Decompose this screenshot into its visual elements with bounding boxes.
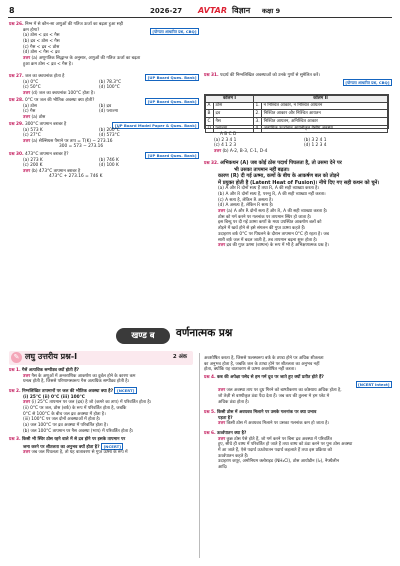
question-text: कब की अपेक्षा पसेद से हम गर्म दूध पर जाते हुए क्यों प्रतीत होते हैं? [216, 375, 324, 380]
section-label: खण्ड ब [116, 328, 170, 344]
option: (a) 273 K [23, 157, 43, 163]
marks-label: 2 अंक [172, 354, 187, 360]
answer-text-2: 300 = 573 − 273.16 [59, 144, 104, 150]
reason-line: कारण (R) दी गई ऊष्मा, कणों के बीच के आकर्षण बल को तोड़ने [218, 173, 340, 180]
question-text: किसी ठोस में अवयवव मिलाने पर उसके गलनांक पर क्या प्रभाव [216, 410, 317, 415]
answer-line: ऊर्ध्वपातन कहते हैं। [218, 453, 249, 459]
question-text: 300°C तापमान बराबर है [24, 122, 67, 127]
question-text-2: (i) 25°C (ii) 0°C (iii) 100°C [23, 394, 85, 400]
answer-label: उत्तर [214, 148, 222, 154]
option: (c) 27°C [23, 133, 41, 139]
reason-line-2: में प्रयुक्त होती है (Latent Heat of Fusion)। नीचे दिए गए सही कथन को चुनें। [218, 179, 380, 186]
option: (b) 78.3°C [99, 79, 122, 85]
cell: D [206, 125, 214, 133]
option: (b) 746 K [99, 157, 119, 163]
question-31 [204, 73, 392, 86]
cell: न निश्चित आकार, न निश्चित आयतन [262, 102, 388, 110]
short-question-5 [204, 410, 392, 427]
answer-line: अवशोषित करता है, जिससे फलस्वरूप बर्फ के ठण्डा होने पर अधिक शीतलता [204, 356, 324, 361]
answer-line: (b) जल 100°C तापमान पर गैस अवस्था (भाप) में परिवर्तित होता है। [23, 428, 134, 434]
answer-text-2: हुआ क्रम ठोस < द्रव < गैस है। [23, 61, 73, 67]
question-30 [9, 152, 199, 180]
answer-line: (i) 25°C तापमान पर जल (द्रव) है जो (कमरे का ताप) में परिवर्तित होता है। [31, 400, 152, 406]
cell: C [206, 118, 214, 126]
option: (c) 4 1 2 3 [214, 143, 237, 149]
question-number: प्रश्न 26. [9, 22, 24, 27]
answer-text: (a) सेल्सियस पैमाने पर ताप = T(K) − 273.16 [31, 138, 113, 144]
page-number: 8 [9, 6, 15, 15]
column-divider [199, 353, 200, 558]
answer-text: (a) अणुगतिक सिद्धान्त के अनुसार, अणुओं की गतिज ऊर्जा का बढ़ता [31, 56, 141, 62]
answer-label: उत्तर [218, 243, 226, 249]
option: (b) द्रव [99, 103, 112, 109]
answer-line: ठोस को गर्म करने पर गलनांक पर तापमान स्थिर हो जाता है। [218, 214, 312, 220]
answer-line: आदि। [218, 465, 228, 471]
answer-label: उत्तर [23, 90, 31, 96]
short-answer-title: लघु उत्तरीय प्रश्न-I [25, 352, 78, 361]
option: (d) 100°C [99, 85, 120, 91]
short-question-6 [204, 431, 392, 471]
question-number: प्रश्न 28. [9, 98, 24, 103]
question-tag: [UP Board Ques. Bank] [145, 152, 199, 159]
answer-label: उत्तर [23, 114, 31, 120]
option: (c) गैस [23, 109, 36, 115]
answer-line: में आ जाते हैं, ऐसे पदार्थ ऊर्ध्वपातन पदार्थ कहलाते हैं तथा इस प्रक्रिया को [218, 448, 332, 454]
question-text: गैसें अत्यधिक सम्पीड्य क्यों होती हैं? [21, 368, 79, 373]
option-header: A B C D [220, 132, 237, 137]
header-rule [8, 17, 392, 18]
answer-label: उत्तर [23, 168, 31, 174]
answer-line: का अनुभव होता है, जबकि जल के ठण्डा होने पर शीतलता का अनुभव नहीं [204, 361, 320, 367]
answer-line: (a) जल 100°C पर द्रव अवस्था में परिवर्तित होता है। [23, 423, 108, 429]
answer-line: हुए, सीधे ही वाष्प में परिवर्तित हो जाते हैं तथा वाष्प को ठंडा करने पर पुनः ठोस अवस्था [218, 442, 353, 448]
option: (a) A और R दोनों सत्य हैं तथा R, A की सही व्याख्या करता है। [218, 186, 320, 192]
answer-line: इस बिन्दु पर दी गई ऊष्मा कणों के मध्य उपस्थित आकर्षण बलों को [218, 220, 322, 226]
short-answer-continuation [204, 356, 392, 373]
cell: प्लाज्मा [214, 125, 254, 133]
cell: गैस [214, 118, 254, 126]
answer-line: कुछ ठोस पेसे होते हैं, जो गर्म करने पर बिना द्रव अवस्था में परिवर्तित [226, 436, 332, 442]
option: (c) 200 K [23, 163, 43, 169]
answer-text: (a) ठोस [31, 114, 46, 120]
answer-label: उत्तर [218, 436, 226, 442]
short-answer-header [9, 351, 193, 365]
question-28 [9, 98, 199, 120]
answer-line: द्रव की गुप्त ऊष्मा (वाष्पन) के रूप में भी है अभिक्षणात्मक प्रश्न है। [226, 243, 329, 249]
question-number: प्रश्न 30. [9, 152, 24, 157]
answer-label: उत्तर [23, 400, 31, 406]
short-question-4 [204, 375, 392, 405]
option: (d) 1 2 3 4 [304, 143, 327, 149]
cell: 1. [255, 103, 260, 109]
cell: निश्चित आयतन, अनिश्चित आकार [262, 118, 388, 126]
edition-year: 2026-27 [150, 7, 183, 15]
answer-label: उत्तर [23, 56, 31, 62]
answer-line: उदाहरण बर्फ 0°C पर पिघलने के दौरान तापमान 0°C ही रहता है। जब [218, 231, 329, 237]
question-26 [9, 22, 199, 67]
cell: 2. [255, 110, 260, 116]
option: (c) गैस < द्रव < ठोस [23, 44, 60, 50]
option: (d) 573°C [99, 133, 120, 139]
answer-text: (b) A-2, B-3, C-1, D-4 [222, 148, 268, 154]
question-tag: [NCERT Intext] [356, 381, 392, 388]
answer-line: (a) A और R दोनों सत्य हैं और R, A की सही व्याख्या करता है। [226, 209, 328, 215]
answer-line: उदाहरण कपूर, अमोनियम क्लोराइड (NH₄Cl), ठोस आयोडीन (I₂), नैफ्थैलीन [218, 459, 339, 465]
section-title: वर्णनात्मक प्रश्न [176, 327, 233, 339]
answer-line: किसी ठोस में अवयवव मिलाने पर उसका गलनांक कम हो जाता है। [226, 421, 330, 427]
cell: ठोस [214, 102, 254, 110]
question-text: ऊर्ध्वपातन क्या है? [216, 431, 247, 436]
option: (d) प्लाज्मा [99, 109, 119, 115]
cell: 4. [255, 126, 260, 132]
option: (c) A सत्य है, लेकिन R असत्य है। [218, 197, 274, 203]
answer-line: (ii) 0°C पर जल, ठोस (बर्फ) के रूप में परिवर्तित होता है, जबकि [23, 406, 127, 412]
pencil-icon: ✎ [11, 352, 22, 363]
question-number: प्रश्न 29. [9, 122, 24, 127]
answer-line: जब जल पिघलता है, तो यह वातावरण से गुप्त ऊष्मा के रूप में [31, 450, 128, 456]
question-number: प्रश्न 2. [9, 389, 21, 394]
question-number: प्रश्न 27. [9, 74, 24, 79]
assertion-line: अभिकथन (A) जब कोई ठोस पदार्थ पिघलता है, तो उसमा देने पर [219, 160, 342, 166]
option: (a) ठोस [23, 103, 37, 109]
short-question-1 [9, 368, 197, 385]
question-number: प्रश्न 32. [204, 161, 219, 166]
question-text: 0°C पर जल की भौतिक अवस्था क्या होती? [24, 98, 95, 103]
option: (b) 200°C [99, 127, 120, 133]
cell: अत्यधिक ऊर्जावान आयनीकृत गैसीय अवस्था [262, 125, 388, 133]
answer-line: होता, क्योंकि यह वातावरण से ऊष्मा अवशोषित नहीं करता। [204, 367, 296, 373]
option: (b) A और R दोनों सत्य हैं, परन्तु R, A की सही व्याख्या नहीं करता। [218, 192, 326, 198]
question-text: निम्नलिखित तापमानों पर जल की भौतिक अवस्था क्या है? [21, 389, 114, 394]
short-question-2 [9, 387, 197, 434]
option: (b) 3 2 4 1 [304, 137, 327, 143]
match-table [204, 94, 389, 132]
answer-line: जल अवस्था ताप पर दूध गिरने को बाष्पीकरण का कोश्याय अधिक होता है, [226, 388, 342, 394]
cell: 3. [255, 118, 260, 124]
question-text-2: जमा करने पर शीतलता का अनुभव क्यों होता है? [23, 444, 100, 450]
answer-text-2: 473°C + 273.16 = 746 K [49, 174, 103, 180]
answer-line: तोड़ने में खर्च होने से इसे संगलन की गुप्त ऊष्मा कहते हैं। [218, 226, 306, 232]
answer-line: 0°C से 100°C के बीच जल द्रव अवस्था में होता है। [23, 411, 106, 417]
answer-text: (b) 473°C तापमान बराबर है [31, 168, 81, 174]
answer-line: (iii) 100°C पर जल दोनों अवस्थाओं में होता है। [23, 417, 101, 423]
cell: B [206, 110, 214, 118]
class-label: कक्षा 9 [262, 7, 281, 15]
option: (d) 100 K [99, 163, 119, 169]
answer-label: उत्तर [218, 209, 226, 215]
option: (a) 2 3 4 1 [214, 137, 237, 143]
left-mcq-column [9, 22, 199, 322]
table-row [206, 110, 388, 118]
question-32 [204, 160, 392, 249]
question-31-options [214, 132, 389, 154]
brand-logo: AVTAR [198, 6, 228, 15]
answer-line: सारी बर्फ़ जल में बदल जाती है, तब तापमान बढ़ना शुरू होता है। [218, 237, 318, 243]
question-number: प्रश्न 5. [204, 410, 216, 415]
question-number: प्रश्न 1. [9, 368, 21, 373]
option: (a) 573 K [23, 127, 43, 133]
option: (a) 0°C [23, 79, 39, 85]
question-text: पदार्थ की निम्नलिखित अवस्थाओं को उनके गुणों से सुमेलित करें। [219, 73, 320, 78]
question-tag: [NCERT] [114, 387, 136, 394]
question-text: निम्न में से कौन-सा अणुओं की गतिज ऊर्जा का बढ़ता हुआ सही [24, 22, 124, 27]
assertion-line-2: भी उसका तापमान नहीं बढ़ता। [234, 166, 290, 173]
question-text: किसी भी स्थिर ठोस रहने वाले में से द्रव होने पर इसके तापमान पर [21, 437, 126, 442]
option: (a) ठोस < द्रव < गैस [23, 33, 60, 39]
option: (d) A असत्य है, लेकिन R सत्य है। [218, 203, 274, 209]
question-27 [9, 74, 199, 96]
answer-line: गैस के अणुओं में अन्तराणिक आकर्षण का दुर्बल होने के कारण कम [31, 373, 136, 379]
cell: निश्चित आकार और निश्चित आयतन [262, 110, 388, 118]
answer-line: घनत्व होती है, जिससे परिणामस्वरूप गैस अत्यधिक सम्पीड्य होती है। [23, 379, 130, 385]
answer-line: अधिक ठंडा होता है। [218, 399, 250, 405]
question-tag: [UP Board Model Paper & Ques. Bank] [112, 122, 199, 129]
question-number: प्रश्न 31. [204, 73, 219, 78]
answer-label: उत्तर [23, 450, 31, 456]
answer-line: जो तेज़ी से वाष्पीकृत ठंडा पैदा देता हैं। जब कप की तुलना मे हम प्लेट मे [218, 394, 330, 400]
question-text: 473°C तापमान बराबर है? [24, 152, 69, 157]
question-text: जल का क्वथनांक होता है [24, 74, 65, 79]
table-row [206, 118, 388, 126]
question-29 [9, 122, 199, 150]
cell: A [206, 102, 214, 110]
column-1-header: कॉलम I [206, 96, 254, 103]
answer-text: (d) जल का क्वथनांक 100°C होता है। [31, 90, 95, 96]
question-number: प्रश्न 4. [204, 375, 216, 380]
answer-label: उत्तर [218, 388, 226, 394]
option: (b) द्रव < ठोस < गैस [23, 39, 60, 45]
short-question-3 [9, 437, 197, 456]
answer-label: उत्तर [23, 138, 31, 144]
subject-title: विज्ञान [232, 6, 251, 15]
column-2-header: कॉलम II [254, 96, 388, 103]
table-row [206, 102, 388, 110]
option: (d) ठोस < गैस < द्रव [23, 50, 60, 56]
answer-label: उत्तर [23, 373, 31, 379]
answer-label: उत्तर [218, 421, 226, 427]
question-tag: [UP Board Ques. Bank] [145, 74, 199, 81]
question-tag: [योग्यता आधारित प्रश्न, CBQ] [343, 79, 392, 86]
question-tag: [योग्यता आधारित प्रश्न, CBQ] [150, 28, 199, 35]
page-header [0, 0, 400, 20]
question-tag: [UP Board Ques. Bank] [145, 98, 199, 105]
question-text-2: पड़ता है? [218, 415, 233, 421]
option: (c) 50°C [23, 85, 41, 91]
cell: द्रव [214, 110, 254, 118]
question-text-2: क्रम होगा? [23, 27, 40, 33]
question-number: प्रश्न 3. [9, 437, 21, 442]
question-number: प्रश्न 6. [204, 431, 216, 436]
question-tag: [NCERT] [101, 443, 123, 450]
section-banner [116, 327, 281, 345]
